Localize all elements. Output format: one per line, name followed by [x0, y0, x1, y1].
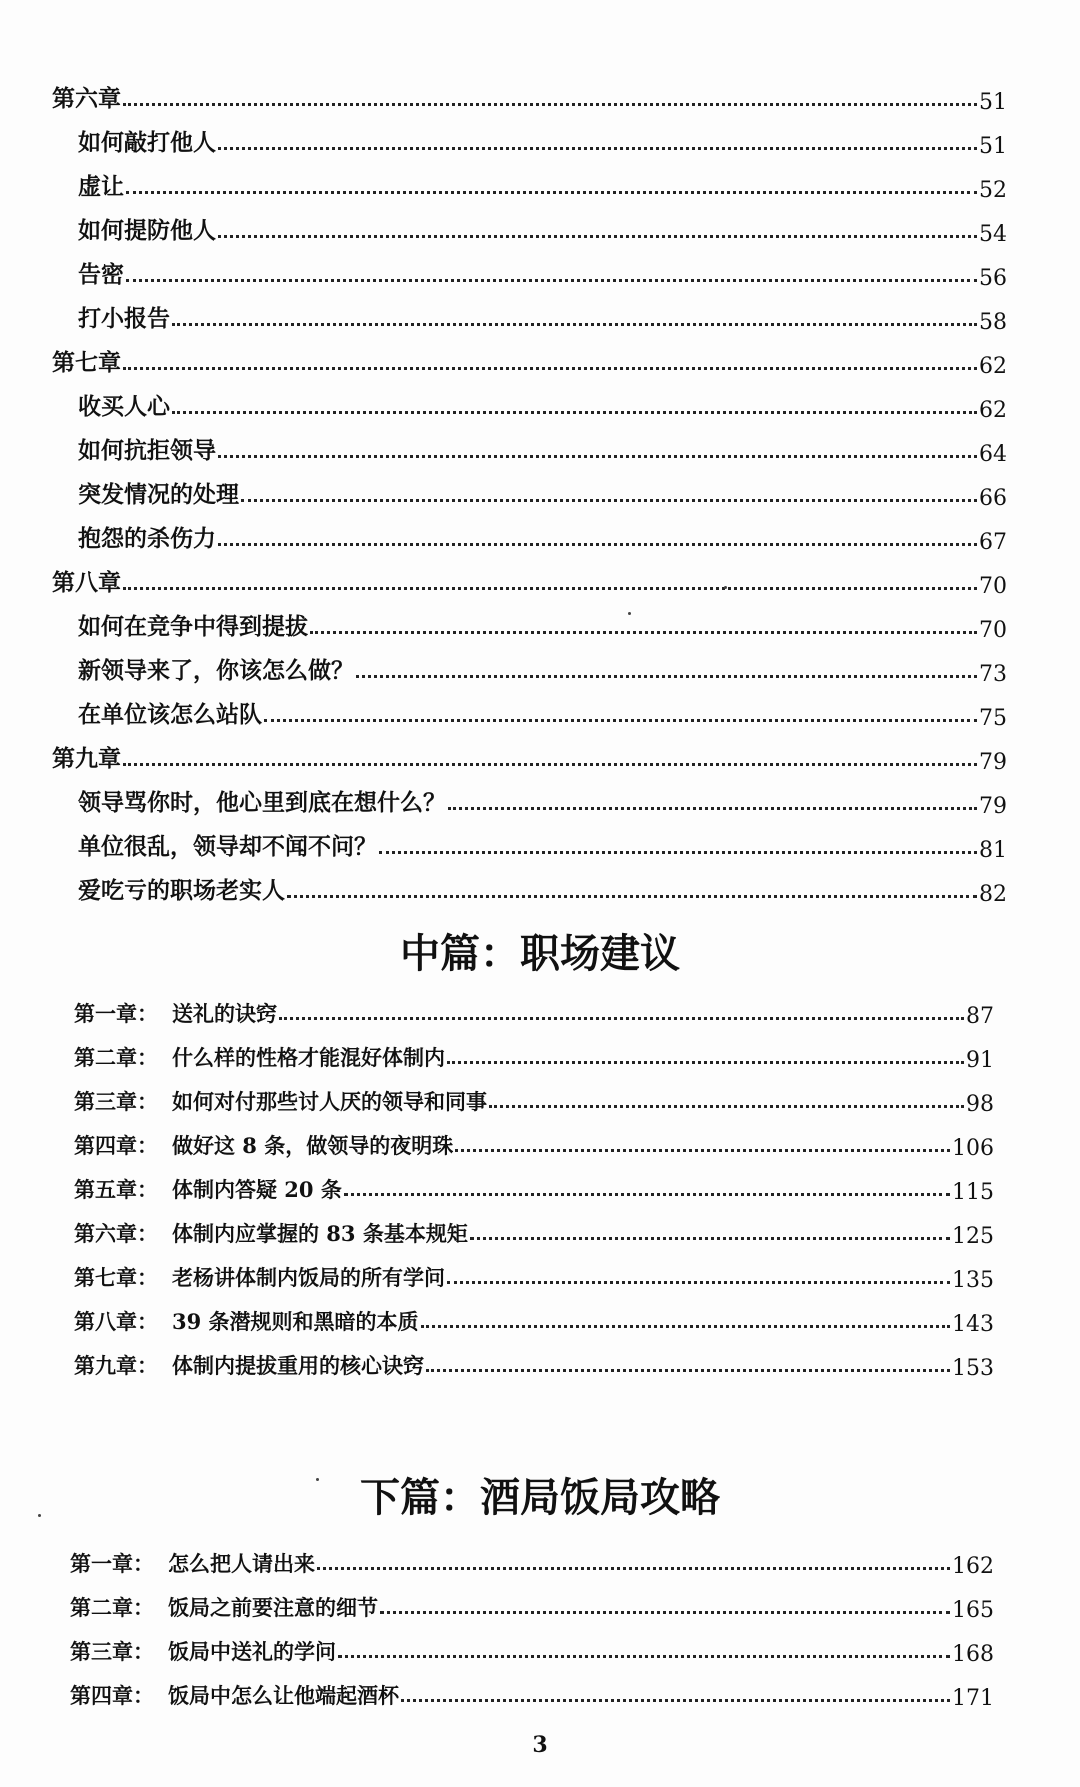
- dot-leader: [317, 1567, 950, 1570]
- toc-entry: [70, 1662, 994, 1711]
- toc-entry-page-number: 165: [952, 1598, 994, 1623]
- toc-entry-title: 39 条潜规则和黑暗的本质: [172, 1309, 419, 1334]
- toc-entry: [74, 1024, 994, 1073]
- toc-entry-page-number: 91: [966, 1048, 994, 1073]
- toc-entry-page-number: 62: [979, 354, 1007, 379]
- toc-entry-section-title: 如何敲打他人: [78, 129, 216, 156]
- dot-leader: [126, 279, 977, 282]
- toc-entry-section-title: 如何抗拒领导: [78, 437, 216, 464]
- toc-entry-page-number: 52: [979, 178, 1007, 203]
- toc-entry-page-number: 51: [979, 90, 1007, 115]
- toc-entry-section-title: 如何提防他人: [78, 217, 216, 244]
- dot-leader: [448, 807, 977, 810]
- toc-entry: [52, 550, 1007, 599]
- toc-entry-chapter: 第二章：: [74, 1045, 158, 1070]
- toc-entry: [52, 638, 1007, 687]
- toc-entry-chapter: 第九章：: [74, 1353, 158, 1378]
- toc-entry: [52, 858, 1007, 907]
- toc-entry-title: 第九章: [52, 745, 121, 772]
- toc-entry-page-number: 64: [979, 442, 1007, 467]
- toc-entry-page-number: 106: [952, 1136, 994, 1161]
- toc-entry-title: 送礼的诀窍: [172, 1001, 277, 1026]
- toc-entry-chapter: 第三章：: [74, 1089, 158, 1114]
- toc-entry-section-title: 打小报告: [78, 305, 170, 332]
- dot-leader: [401, 1699, 950, 1702]
- dot-leader: [218, 235, 977, 238]
- toc-entry: [52, 374, 1007, 423]
- toc-entry-title: 第八章: [52, 569, 121, 596]
- toc-entry-section-title: 告密: [78, 261, 124, 288]
- dot-leader: [379, 851, 977, 854]
- toc-entry-page-number: 168: [952, 1642, 994, 1667]
- toc-entry: [52, 154, 1007, 203]
- toc-entry-chapter: 第四章：: [74, 1133, 158, 1158]
- dot-leader: [172, 411, 977, 414]
- toc-entry: [52, 198, 1007, 247]
- toc-upper-section: [52, 66, 1007, 907]
- toc-entry: [74, 1156, 994, 1205]
- dot-leader: [421, 1325, 950, 1328]
- dot-leader: [123, 763, 977, 766]
- toc-entry-page-number: 98: [966, 1092, 994, 1117]
- toc-entry-page-number: 79: [979, 794, 1007, 819]
- dot-leader: [447, 1281, 950, 1284]
- toc-entry-page-number: 171: [952, 1686, 994, 1711]
- lower-part-title: 下篇：酒局饭局攻略: [360, 1475, 720, 1521]
- dot-leader: [264, 719, 977, 722]
- toc-entry-title: 如何对付那些讨人厌的领导和同事: [172, 1089, 487, 1114]
- toc-entry-title: 体制内应掌握的 83 条基本规矩: [172, 1221, 468, 1246]
- dot-leader: [338, 1655, 950, 1658]
- page-number: 3: [532, 1732, 548, 1758]
- toc-entry: [74, 1288, 994, 1337]
- toc-entry-chapter: 第一章：: [74, 1001, 158, 1026]
- toc-entry: [52, 66, 1007, 115]
- toc-entry-chapter: 第六章：: [74, 1221, 158, 1246]
- toc-entry: [52, 286, 1007, 335]
- scan-speck: [38, 1514, 41, 1517]
- toc-entry-page-number: 87: [966, 1004, 994, 1029]
- toc-entry: [52, 770, 1007, 819]
- toc-entry-page-number: 82: [979, 882, 1007, 907]
- toc-entry-page-number: 125: [952, 1224, 994, 1249]
- dot-leader: [455, 1149, 950, 1152]
- toc-entry-page-number: 51: [979, 134, 1007, 159]
- dot-leader: [279, 1017, 964, 1020]
- toc-entry-page-number: 70: [979, 618, 1007, 643]
- toc-entry: [74, 1244, 994, 1293]
- toc-entry: [74, 1068, 994, 1117]
- toc-entry-chapter: 第八章：: [74, 1309, 158, 1334]
- dot-leader: [356, 675, 977, 678]
- toc-lower-section: [70, 1530, 994, 1711]
- toc-entry-title: 饭局中送礼的学问: [168, 1639, 336, 1664]
- toc-entry-page-number: 58: [979, 310, 1007, 335]
- toc-entry-title: 第六章: [52, 85, 121, 112]
- toc-entry-page-number: 115: [952, 1180, 994, 1205]
- scan-speck: [724, 586, 727, 589]
- toc-entry: [70, 1530, 994, 1579]
- middle-part-title: 中篇：职场建议: [400, 931, 680, 977]
- toc-entry-chapter: 第五章：: [74, 1177, 158, 1202]
- dot-leader: [172, 323, 977, 326]
- dot-leader: [380, 1611, 950, 1614]
- toc-entry: [52, 506, 1007, 555]
- toc-entry-page-number: 162: [952, 1554, 994, 1579]
- toc-middle-section: [74, 980, 994, 1381]
- toc-entry: [52, 462, 1007, 511]
- dot-leader: [123, 587, 977, 590]
- scan-speck: [316, 1478, 319, 1481]
- toc-entry-section-title: 抱怨的杀伤力: [78, 525, 216, 552]
- toc-entry-title: 体制内提拔重用的核心诀窍: [172, 1353, 424, 1378]
- toc-entry-page-number: 66: [979, 486, 1007, 511]
- dot-leader: [218, 455, 977, 458]
- toc-entry: [52, 726, 1007, 775]
- dot-leader: [426, 1369, 950, 1372]
- toc-entry-section-title: 领导骂你时，他心里到底在想什么？: [78, 789, 446, 816]
- toc-entry: [52, 814, 1007, 863]
- toc-entry-section-title: 爱吃亏的职场老实人: [78, 877, 285, 904]
- toc-entry-title: 第七章: [52, 349, 121, 376]
- toc-entry-page-number: 73: [979, 662, 1007, 687]
- toc-entry-page-number: 62: [979, 398, 1007, 423]
- dot-leader: [123, 103, 977, 106]
- toc-entry-page-number: 56: [979, 266, 1007, 291]
- toc-entry-page-number: 54: [979, 222, 1007, 247]
- dot-leader: [310, 631, 977, 634]
- toc-entry-chapter: 第三章：: [70, 1639, 154, 1664]
- toc-entry-page-number: 79: [979, 750, 1007, 775]
- toc-entry-page-number: 70: [979, 574, 1007, 599]
- toc-entry-title: 饭局之前要注意的细节: [168, 1595, 378, 1620]
- toc-entry: [74, 1112, 994, 1161]
- toc-entry-page-number: 81: [979, 838, 1007, 863]
- dot-leader: [489, 1105, 964, 1108]
- toc-entry-chapter: 第七章：: [74, 1265, 158, 1290]
- toc-entry: [52, 330, 1007, 379]
- dot-leader: [447, 1061, 964, 1064]
- toc-entry: [52, 418, 1007, 467]
- toc-entry-title: 老杨讲体制内饭局的所有学问: [172, 1265, 445, 1290]
- dot-leader: [287, 895, 977, 898]
- toc-entry-section-title: 新领导来了，你该怎么做？: [78, 657, 354, 684]
- dot-leader: [470, 1237, 950, 1240]
- dot-leader: [344, 1193, 950, 1196]
- toc-entry-section-title: 如何在竞争中得到提拔: [78, 613, 308, 640]
- dot-leader: [218, 147, 977, 150]
- toc-entry-section-title: 虚让: [78, 173, 124, 200]
- toc-entry: [70, 1618, 994, 1667]
- toc-entry: [74, 1332, 994, 1381]
- toc-entry-section-title: 收买人心: [78, 393, 170, 420]
- toc-entry-section-title: 单位很乱，领导却不闻不问？: [78, 833, 377, 860]
- toc-entry-title: 怎么把人请出来: [168, 1551, 315, 1576]
- toc-entry-section-title: 突发情况的处理: [78, 481, 239, 508]
- toc-entry-title: 体制内答疑 20 条: [172, 1177, 342, 1202]
- toc-entry-page-number: 135: [952, 1268, 994, 1293]
- toc-entry: [70, 1574, 994, 1623]
- toc-entry: [52, 594, 1007, 643]
- toc-entry: [74, 1200, 994, 1249]
- toc-entry-chapter: 第一章：: [70, 1551, 154, 1576]
- toc-entry: [52, 242, 1007, 291]
- toc-entry-page-number: 153: [952, 1356, 994, 1381]
- toc-entry-title: 饭局中怎么让他端起酒杯: [168, 1683, 399, 1708]
- toc-entry: [52, 110, 1007, 159]
- dot-leader: [126, 191, 977, 194]
- toc-entry-chapter: 第二章：: [70, 1595, 154, 1620]
- toc-entry-page-number: 143: [952, 1312, 994, 1337]
- toc-entry-chapter: 第四章：: [70, 1683, 154, 1708]
- toc-entry: [52, 682, 1007, 731]
- toc-entry: [74, 980, 994, 1029]
- dot-leader: [241, 499, 977, 502]
- dot-leader: [218, 543, 977, 546]
- toc-entry-section-title: 在单位该怎么站队: [78, 701, 262, 728]
- toc-entry-title: 什么样的性格才能混好体制内: [172, 1045, 445, 1070]
- toc-entry-page-number: 67: [979, 530, 1007, 555]
- dot-leader: [123, 367, 977, 370]
- toc-entry-title: 做好这 8 条，做领导的夜明珠: [172, 1133, 454, 1158]
- scan-speck: [628, 612, 631, 615]
- toc-entry-page-number: 75: [979, 706, 1007, 731]
